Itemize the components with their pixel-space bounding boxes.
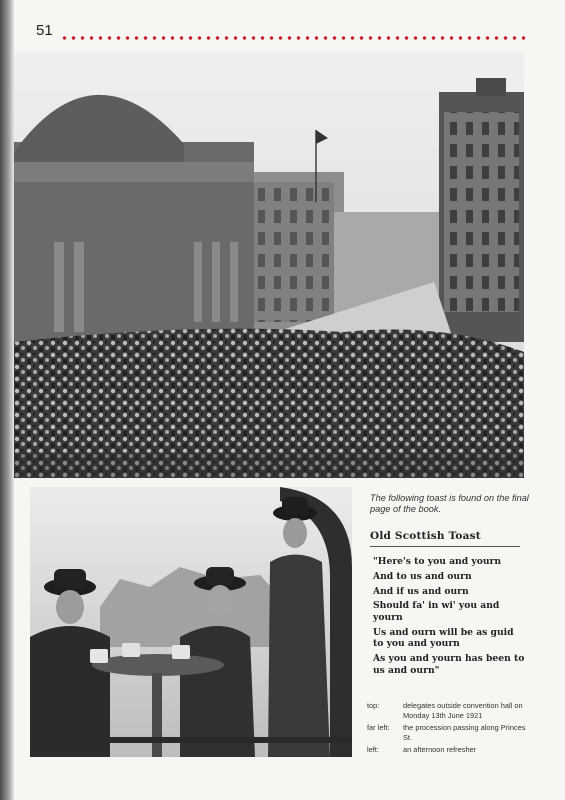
page-number: 51 bbox=[36, 22, 53, 39]
toast-line: Should fa' in wi' you and yourn bbox=[373, 600, 500, 623]
toast-line: Us and ourn will be as guid to you and yourn bbox=[373, 626, 514, 650]
toast-line: "Here's to you and yourn bbox=[373, 556, 502, 567]
toast-line: And if us and ourn bbox=[373, 585, 469, 597]
caption-left bbox=[367, 745, 537, 755]
book-spine-shadow bbox=[0, 0, 14, 800]
caption-text: an afternoon refresher bbox=[403, 745, 477, 754]
caption-far-left bbox=[367, 723, 537, 743]
caption-label: far left: bbox=[367, 723, 390, 732]
toast-heading: Old Scottish Toast bbox=[370, 530, 520, 547]
photo-afternoon-refresher bbox=[30, 487, 352, 757]
toast-verse bbox=[373, 556, 525, 679]
photo-crowd-outside-hall bbox=[14, 52, 524, 478]
caption-text: the procession passing along Princes St. bbox=[403, 723, 526, 742]
caption-label: left: bbox=[367, 745, 379, 754]
toast-line: And to us and ourn bbox=[373, 570, 472, 582]
caption-top bbox=[367, 701, 537, 721]
caption-label: top: bbox=[367, 701, 380, 710]
intro-note: The following toast is found on the final page of the book. bbox=[370, 493, 529, 514]
dotted-rule bbox=[60, 36, 528, 40]
toast-line: As you and yourn has been to us and ourn" bbox=[373, 653, 525, 676]
photo-captions bbox=[367, 701, 537, 757]
caption-text: delegates outside convention hall on Monday 13th June 1921 bbox=[403, 701, 523, 720]
